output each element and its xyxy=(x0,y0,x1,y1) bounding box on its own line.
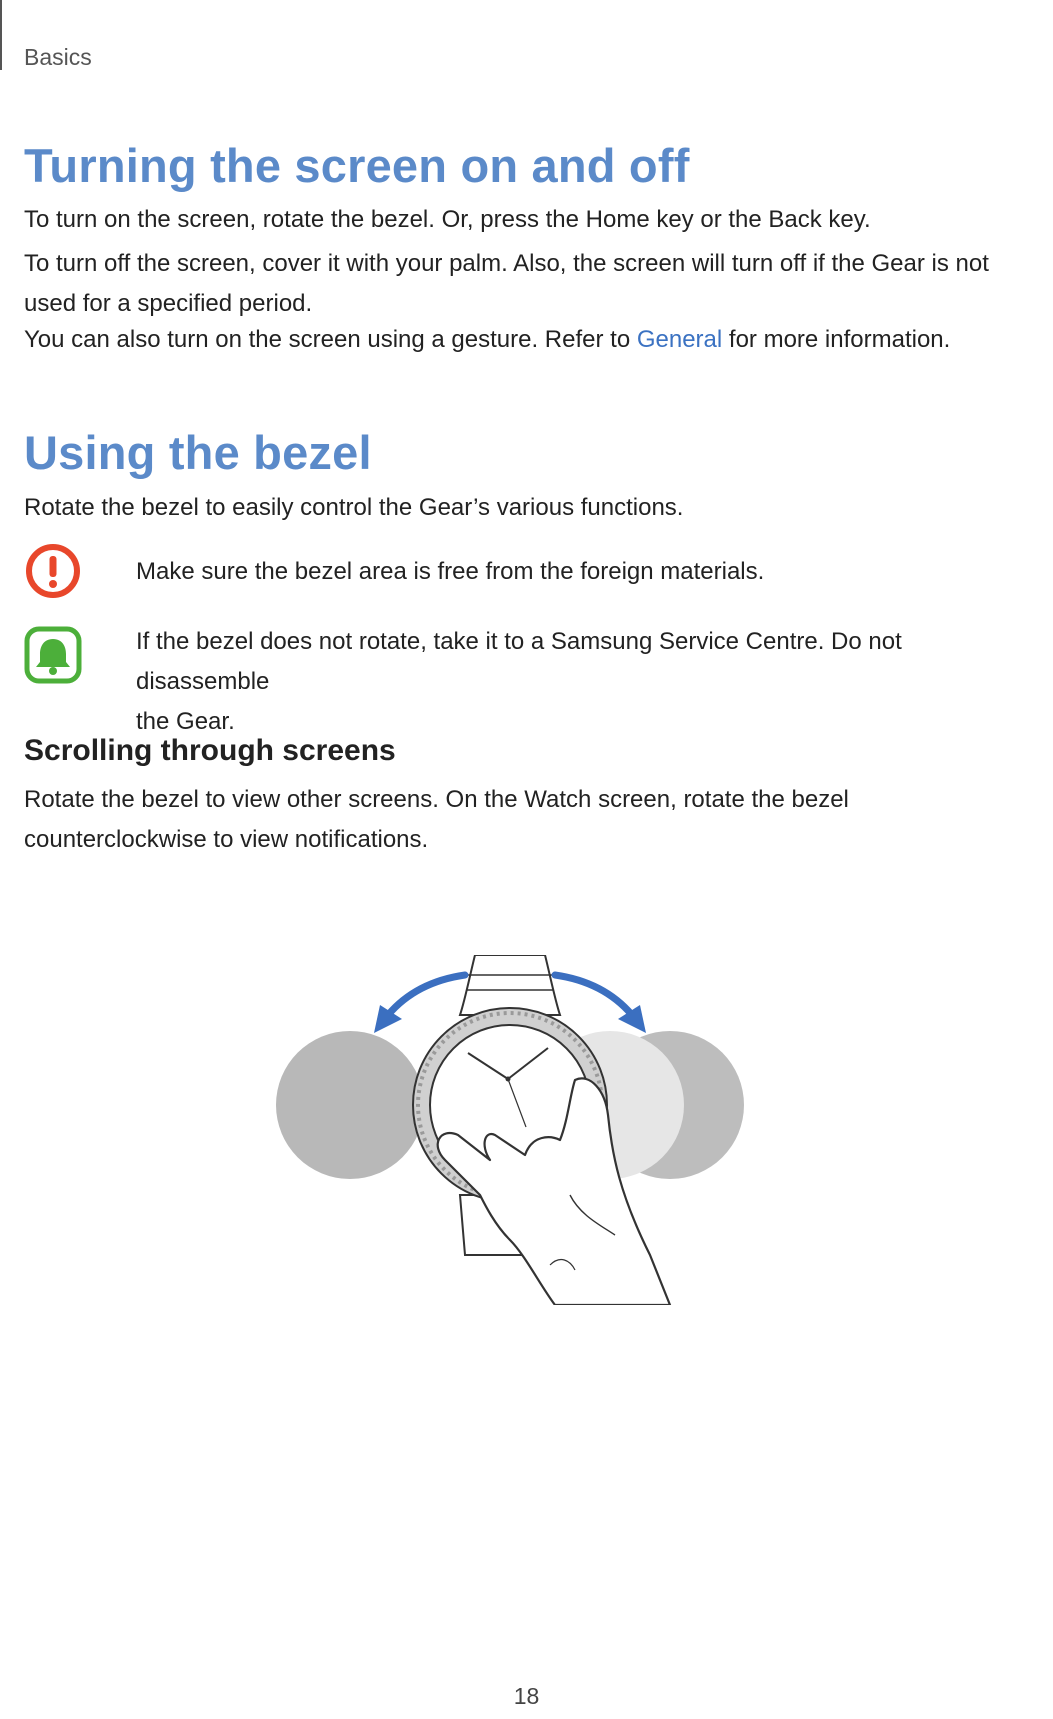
page-number: 18 xyxy=(513,1683,540,1709)
paragraph-turn-off-line2: used for a specified period. xyxy=(24,290,313,317)
caution-text: Make sure the bezel area is free from the foreign materials. xyxy=(136,558,765,585)
bell-notice-icon xyxy=(24,626,82,684)
watch-strap-top xyxy=(460,955,560,1015)
paragraph-scrolling-line2: counterclockwise to view notifications. xyxy=(24,826,429,853)
paragraph-bezel-intro: Rotate the bezel to easily control the Gear’s various functions. xyxy=(24,494,684,521)
rotate-counterclockwise-arrow xyxy=(388,975,465,1015)
notice-note xyxy=(24,626,1034,742)
paragraph-turn-off-line1: To turn off the screen, cover it with your palm. Also, the screen will turn off if the Gear is not xyxy=(24,250,989,277)
notice-text-line1: If the bezel does not rotate, take it to a Samsung Service Centre. Do not disassemble xyxy=(136,628,902,695)
notice-text xyxy=(136,622,1034,742)
running-header: Basics xyxy=(24,44,92,70)
paragraph-gesture-before: You can also turn on the screen using a gesture. Refer to xyxy=(24,326,637,353)
rotate-clockwise-arrow xyxy=(555,975,632,1015)
section-title-bezel: Using the bezel xyxy=(24,426,372,479)
paragraph-gesture-after: for more information. xyxy=(722,326,951,353)
general-link[interactable]: General xyxy=(636,326,723,353)
margin-rule xyxy=(0,0,2,70)
paragraph-scrolling xyxy=(24,780,1034,860)
caution-icon xyxy=(24,542,82,600)
paragraph-turn-on: To turn on the screen, rotate the bezel. Or, press the Home key or the Back key. xyxy=(24,206,871,233)
caution-note xyxy=(24,542,1034,600)
section-title-screen-on-off: Turning the screen on and off xyxy=(24,139,690,192)
watch-bezel-rotation-illustration xyxy=(270,955,830,1305)
notice-text-line2: the Gear. xyxy=(136,708,235,735)
subsection-title-scrolling: Scrolling through screens xyxy=(24,734,396,767)
paragraph-turn-off xyxy=(24,244,1034,324)
paragraph-gesture xyxy=(24,320,1034,360)
paragraph-scrolling-line1: Rotate the bezel to view other screens. On the Watch screen, rotate the bezel xyxy=(24,786,849,813)
previous-screen-circle xyxy=(276,1031,424,1179)
